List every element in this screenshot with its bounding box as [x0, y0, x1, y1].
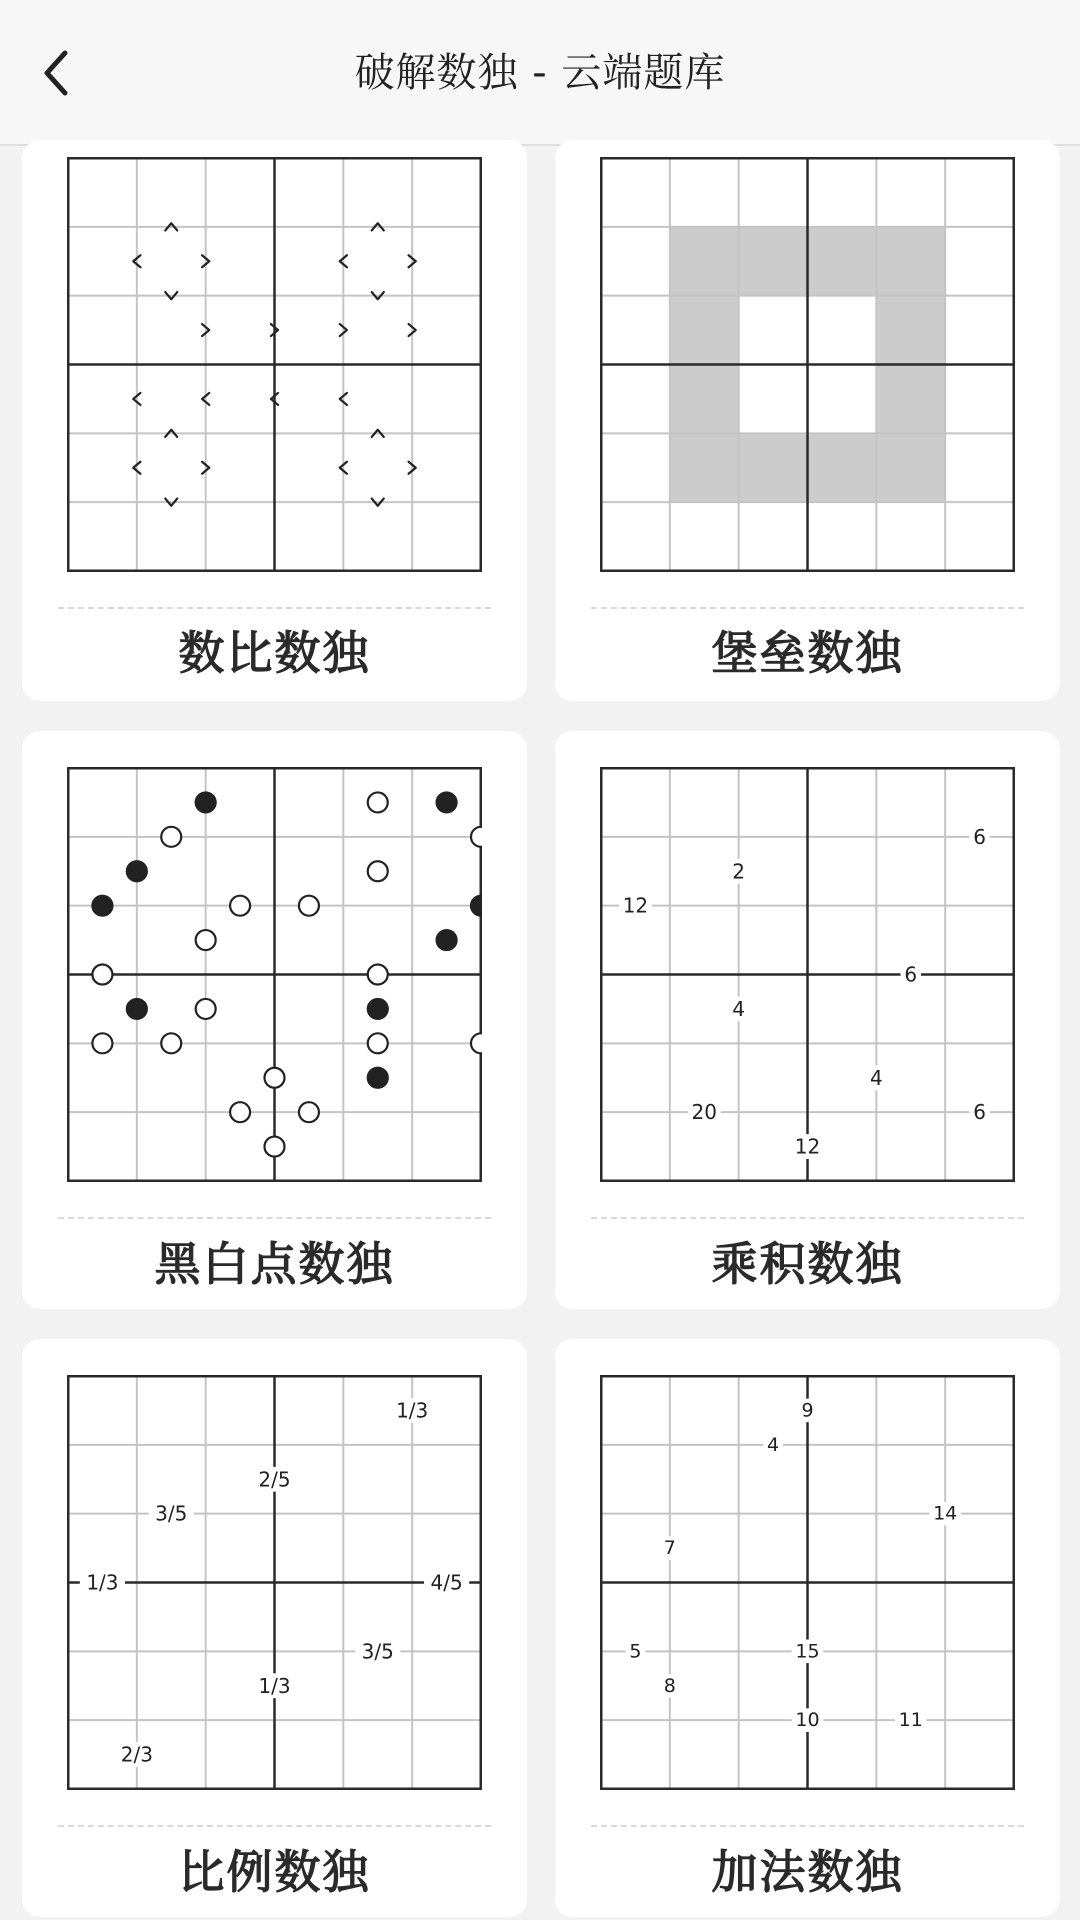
puzzle-preview-fortress — [600, 157, 1015, 572]
white-dot — [92, 1033, 112, 1053]
clue-label: 5 — [629, 1640, 642, 1663]
puzzle-preview-comparison — [67, 157, 482, 572]
black-dot — [471, 896, 482, 916]
clue-label: 2/3 — [120, 1742, 153, 1767]
black-dot — [127, 999, 147, 1019]
clue-label: 20 — [691, 1100, 717, 1125]
clue-label: 8 — [663, 1674, 676, 1697]
white-dot — [196, 930, 216, 950]
black-dot — [196, 792, 216, 812]
black-dot — [437, 930, 457, 950]
clue-label: 14 — [933, 1502, 958, 1525]
puzzle-preview-addition — [600, 1375, 1015, 1790]
clue-label: 1/3 — [396, 1398, 429, 1423]
card-divider — [58, 607, 491, 609]
shaded-cell — [670, 365, 739, 434]
puzzle-card-product[interactable] — [555, 731, 1060, 1309]
white-dot — [368, 861, 388, 881]
puzzle-preview-ratio — [67, 1375, 482, 1790]
app-header — [0, 0, 1080, 146]
card-label: 堡垒数独 — [711, 626, 904, 680]
clue-label: 6 — [904, 962, 918, 987]
puzzle-card-fortress[interactable] — [555, 140, 1060, 701]
puzzle-card-addition[interactable] — [555, 1339, 1060, 1917]
black-dot — [368, 1068, 388, 1088]
white-dot — [368, 1033, 388, 1053]
puzzle-card-ratio[interactable] — [22, 1339, 527, 1917]
shaded-cell — [739, 227, 808, 296]
white-dot — [92, 965, 112, 985]
white-dot — [471, 1033, 482, 1053]
white-dot — [265, 1068, 285, 1088]
clue-label: 2 — [732, 859, 746, 884]
shaded-cell — [876, 365, 945, 434]
card-label: 加法数独 — [711, 1845, 904, 1899]
clue-label: 1/3 — [258, 1673, 291, 1698]
white-dot — [230, 1102, 250, 1122]
card-label: 数比数独 — [178, 626, 371, 680]
white-dot — [299, 896, 319, 916]
card-divider — [591, 607, 1024, 609]
shaded-cell — [670, 296, 739, 365]
card-divider — [58, 1825, 491, 1827]
card-divider — [591, 1217, 1024, 1219]
puzzle-card-kropki-comparison[interactable] — [22, 140, 527, 701]
black-dot — [368, 999, 388, 1019]
shaded-cell — [739, 433, 808, 502]
clue-label: 15 — [795, 1640, 820, 1663]
card-divider — [58, 1217, 491, 1219]
clue-label: 3/5 — [361, 1639, 394, 1664]
clue-label: 12 — [794, 1134, 821, 1159]
white-dot — [471, 827, 482, 847]
puzzle-preview-dots — [67, 767, 482, 1182]
clue-label: 12 — [622, 893, 649, 918]
white-dot — [161, 827, 181, 847]
card-label: 乘积数独 — [711, 1237, 904, 1291]
shaded-cell — [876, 433, 945, 502]
black-dot — [127, 861, 147, 881]
shaded-cell — [808, 227, 877, 296]
clue-label: 9 — [801, 1399, 814, 1422]
clue-label: 1/3 — [86, 1570, 119, 1595]
clue-label: 7 — [663, 1537, 676, 1560]
clue-label: 10 — [795, 1709, 820, 1732]
black-dot — [92, 896, 112, 916]
white-dot — [161, 1033, 181, 1053]
white-dot — [196, 999, 216, 1019]
puzzle-card-black-white-dots[interactable] — [22, 731, 527, 1309]
white-dot — [368, 965, 388, 985]
clue-label: 4/5 — [430, 1570, 463, 1595]
shaded-cell — [876, 296, 945, 365]
clue-label: 4 — [732, 996, 746, 1021]
shaded-cell — [808, 433, 877, 502]
white-dot — [230, 896, 250, 916]
page-title: 破解数独 - 云端题库 — [354, 50, 726, 96]
shaded-cell — [876, 227, 945, 296]
clue-label: 4 — [869, 1065, 883, 1090]
clue-label: 3/5 — [155, 1501, 188, 1526]
card-label: 比例数独 — [178, 1845, 371, 1899]
clue-label: 6 — [973, 1100, 986, 1125]
clue-label: 6 — [973, 824, 986, 849]
white-dot — [368, 792, 388, 812]
clue-label: 11 — [898, 1709, 923, 1732]
clue-label: 4 — [767, 1433, 780, 1456]
shaded-cell — [670, 433, 739, 502]
puzzle-preview-product — [600, 767, 1015, 1182]
shaded-cell — [670, 227, 739, 296]
black-dot — [437, 792, 457, 812]
white-dot — [265, 1137, 285, 1157]
card-label: 黑白点数独 — [154, 1237, 395, 1291]
white-dot — [299, 1102, 319, 1122]
clue-label: 2/5 — [258, 1467, 291, 1492]
card-divider — [591, 1825, 1024, 1827]
